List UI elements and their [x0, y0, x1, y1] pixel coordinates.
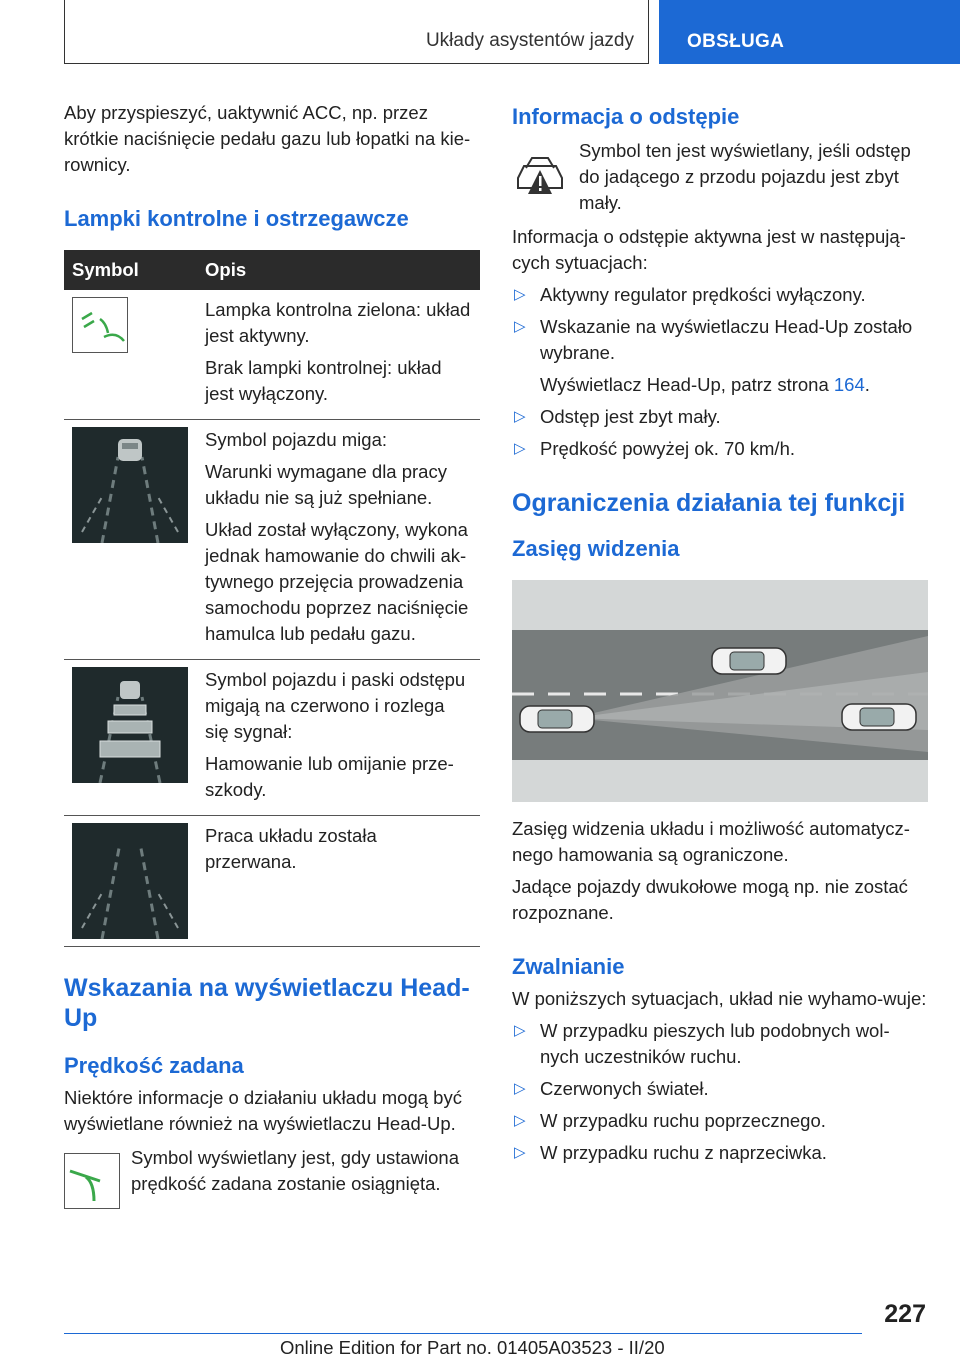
list-item: ▷ W przypadku ruchu poprzecznego.: [512, 1108, 928, 1134]
section-title: Układy asystentów jazdy: [425, 30, 634, 51]
table-row: [64, 420, 480, 660]
slow-heading: Zwalnianie: [512, 954, 625, 979]
list-item: ▷ Prędkość powyżej ok. 70 km/h.: [512, 436, 928, 462]
list-item: ▷ Odstęp jest zbyt mały.: [512, 404, 928, 430]
list-item: ▷ W przypadku pieszych lub podobnych wol-nych uczestników ruchu.: [514, 1020, 890, 1067]
hud-reference: Wyświetlacz Head-Up, patrz strona 164.: [540, 374, 870, 395]
leading-car-icon: [712, 648, 786, 674]
row1-line2: Brak lampki kontrolnej: układ jest wyłączony.: [205, 357, 442, 404]
list-item: ▷ Aktywny regulator prędkości wyłączony.: [512, 282, 928, 308]
range-heading: Zasięg widzenia: [512, 536, 680, 561]
row2-line1: Symbol pojazdu miga:: [205, 429, 388, 450]
range-text-2: Jadące pojazdy dwukołowe mogą np. nie zostać rozpoznane.: [512, 876, 908, 923]
page-link[interactable]: 164: [833, 374, 865, 395]
list-item: ▷ Wskazanie na wyświetlaczu Head-Up zostało wybrane.: [514, 316, 913, 363]
speed-symbol-text: Symbol wyświetlany jest, gdy ustawiona prędkość zadana zostanie osiągnięta.: [131, 1147, 460, 1194]
distance-heading: Informacja o odstępie: [512, 104, 740, 129]
row4-line1: Praca układu została przerwana.: [205, 825, 377, 872]
hud-heading: Wskazania na wyświetlaczu Head-Up: [64, 974, 470, 1032]
triangle-bullet-icon: ▷: [514, 1144, 526, 1161]
left-column: [64, 100, 480, 1215]
distance-symbol-text: Symbol ten jest wyświetlany, jeśli odstęp do jadącego z przodu pojazdu jest zbyt mały.: [579, 140, 911, 213]
triangle-bullet-icon: ▷: [514, 440, 526, 457]
limits-heading: Ograniczenia działania tej funkcji: [512, 489, 906, 517]
speed-reached-icon: [64, 1153, 120, 1209]
range-text-1: Zasięg widzenia układu i możliwość automatycz-nego hamowania są ograniczone.: [512, 818, 910, 865]
header-tab-label: OBSŁUGA: [687, 31, 785, 52]
speed-symbol-row: [64, 1145, 480, 1215]
header-tab[interactable]: [659, 0, 960, 64]
lamps-table: [64, 250, 480, 947]
right-column: [512, 100, 928, 1166]
row1-line1: Lampka kontrolna zielona: układ jest aktywny.: [205, 299, 471, 346]
header-section-box: [64, 0, 649, 64]
footer-edition: Online Edition for Part no. 01405A03523 - II/20: [280, 1337, 665, 1358]
distance-active-text: Informacja o odstępie aktywna jest w następują-cych sytuacjach:: [512, 226, 906, 273]
col-desc-header: Opis: [197, 250, 480, 290]
table-header-row: [64, 250, 480, 290]
detection-range-illustration: [512, 580, 928, 802]
ego-car-icon: [520, 706, 594, 732]
distance-warning-icon: [512, 148, 568, 204]
system-interrupted-icon: [72, 823, 188, 939]
list-item: ▷ W przypadku ruchu z naprzeciwka.: [512, 1140, 928, 1166]
acc-green-indicator-icon: [72, 297, 128, 353]
lamps-heading: Lampki kontrolne i ostrzegawcze: [64, 206, 409, 231]
row3-line1: Symbol pojazdu i paski odstępu migają na czerwono i rozlega się sygnał:: [205, 669, 466, 742]
triangle-bullet-icon: ▷: [514, 408, 526, 425]
vehicle-distance-bars-icon: [72, 667, 188, 783]
distance-symbol-row: [512, 138, 928, 220]
triangle-bullet-icon: ▷: [514, 1080, 526, 1097]
footer-divider: [64, 1333, 862, 1334]
speed-paragraph: Niektóre informacje o działaniu układu mogą być wyświetlane również na wyświetlaczu Head-Up.: [64, 1087, 462, 1134]
row3-line2: Hamowanie lub omijanie prze-szkody.: [205, 753, 454, 800]
table-row: [64, 816, 480, 947]
speed-heading: Prędkość zadana: [64, 1053, 244, 1078]
distant-car-icon: [842, 704, 916, 730]
intro-paragraph: Aby przyspieszyć, uaktywnić ACC, np. przez krótkie naciśnięcie pedału gazu lub łopatki na kie-rownicy.: [64, 102, 471, 175]
triangle-bullet-icon: ▷: [514, 1022, 526, 1039]
list-item: ▷ Czerwonych świateł.: [512, 1076, 928, 1102]
page-number: 227: [884, 1300, 926, 1328]
slow-text: W poniższych sytuacjach, układ nie wyhamo-wuje:: [512, 988, 927, 1009]
triangle-bullet-icon: ▷: [514, 318, 526, 335]
table-row: [64, 290, 480, 420]
triangle-bullet-icon: ▷: [514, 286, 526, 303]
row2-line3: Układ został wyłączony, wykona jednak hamowanie do chwili ak-tywnego przejęcia prowadzenia samochodu poprzez naciśnięcie hamulca lub pedału gazu.: [205, 519, 469, 644]
col-symbol-header: Symbol: [64, 250, 197, 290]
vehicle-flashing-icon: [72, 427, 188, 543]
row2-line2: Warunki wymagane dla pracy układu nie są już spełniane.: [205, 461, 447, 508]
table-row: [64, 660, 480, 816]
triangle-bullet-icon: ▷: [514, 1112, 526, 1129]
